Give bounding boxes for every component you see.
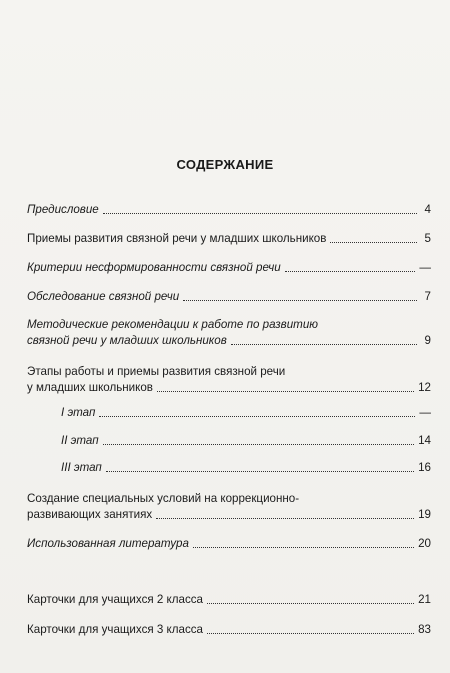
toc-entry-text-line1: Этапы работы и приемы развития связной речи <box>27 365 286 378</box>
toc-entry-text-line1: Создание специальных условий на коррекционно- <box>27 492 300 505</box>
toc-entry-stage-1 <box>61 405 431 421</box>
toc-entry-examination <box>27 289 431 305</box>
toc-entry-text: Предисловие <box>27 203 99 216</box>
toc-entry-text: Критерии несформированности связной речи <box>27 261 281 274</box>
toc-page-number: 14 <box>418 434 431 447</box>
toc-entry-literature <box>27 536 431 552</box>
toc-page-number: 21 <box>418 593 431 606</box>
toc-entry-cards-grade-2 <box>27 592 431 608</box>
toc-entry-text: Приемы развития связной речи у младших школьников <box>27 232 327 245</box>
leader-dots <box>156 518 414 519</box>
leader-dots <box>103 444 415 445</box>
leader-dots <box>106 471 414 472</box>
toc-page-number: 12 <box>418 381 431 394</box>
toc-entry-text: III этап <box>61 461 102 474</box>
toc-entry-text: II этап <box>61 434 99 447</box>
toc-entry-techniques <box>27 231 431 247</box>
toc-entry-text: Использованная литература <box>27 537 189 550</box>
toc-entry-text: Карточки для учащихся 3 класса <box>27 623 203 636</box>
leader-dots <box>207 633 414 634</box>
toc-entry-preface <box>27 202 431 218</box>
toc-entry-criteria <box>27 260 431 276</box>
toc-entry-stages <box>27 364 431 396</box>
leader-dots <box>193 547 414 548</box>
leader-dots <box>231 344 417 345</box>
toc-entry-stage-3 <box>61 460 431 476</box>
toc-page-number: 20 <box>418 537 431 550</box>
toc-page-number: — <box>419 261 431 274</box>
leader-dots <box>330 242 417 243</box>
page-title: СОДЕРЖАНИЕ <box>176 157 274 172</box>
toc-entry-cards-grade-3 <box>27 622 431 638</box>
toc-page-number: 16 <box>418 461 431 474</box>
toc-entry-text: Карточки для учащихся 2 класса <box>27 593 203 606</box>
toc-page-number: 7 <box>424 290 431 303</box>
leader-dots <box>157 391 414 392</box>
toc-entry-recommendations <box>27 317 431 349</box>
leader-dots <box>103 213 417 214</box>
toc-page-number: — <box>419 406 431 419</box>
toc-entry-stage-2 <box>61 433 431 449</box>
toc-entry-text: Обследование связной речи <box>27 290 180 303</box>
toc-page-number: 19 <box>418 508 431 521</box>
toc-page-number: 9 <box>424 334 431 347</box>
toc-entry-text-line1: Методические рекомендации к работе по развитию <box>27 318 318 331</box>
toc-entry-text-line2: связной речи у младших школьников <box>27 334 227 347</box>
toc-page-number: 83 <box>418 623 431 636</box>
leader-dots <box>183 300 417 301</box>
leader-dots <box>207 603 414 604</box>
toc-entry-text-line2: развивающих занятиях <box>27 508 153 521</box>
toc-page-number: 5 <box>424 232 431 245</box>
toc-entry-text: I этап <box>61 406 96 419</box>
toc-entry-text-line2: у младших школьников <box>27 381 153 394</box>
leader-dots <box>285 271 416 272</box>
toc-page-number: 4 <box>424 203 431 216</box>
toc-entry-special-conditions <box>27 491 431 523</box>
leader-dots <box>99 416 415 417</box>
